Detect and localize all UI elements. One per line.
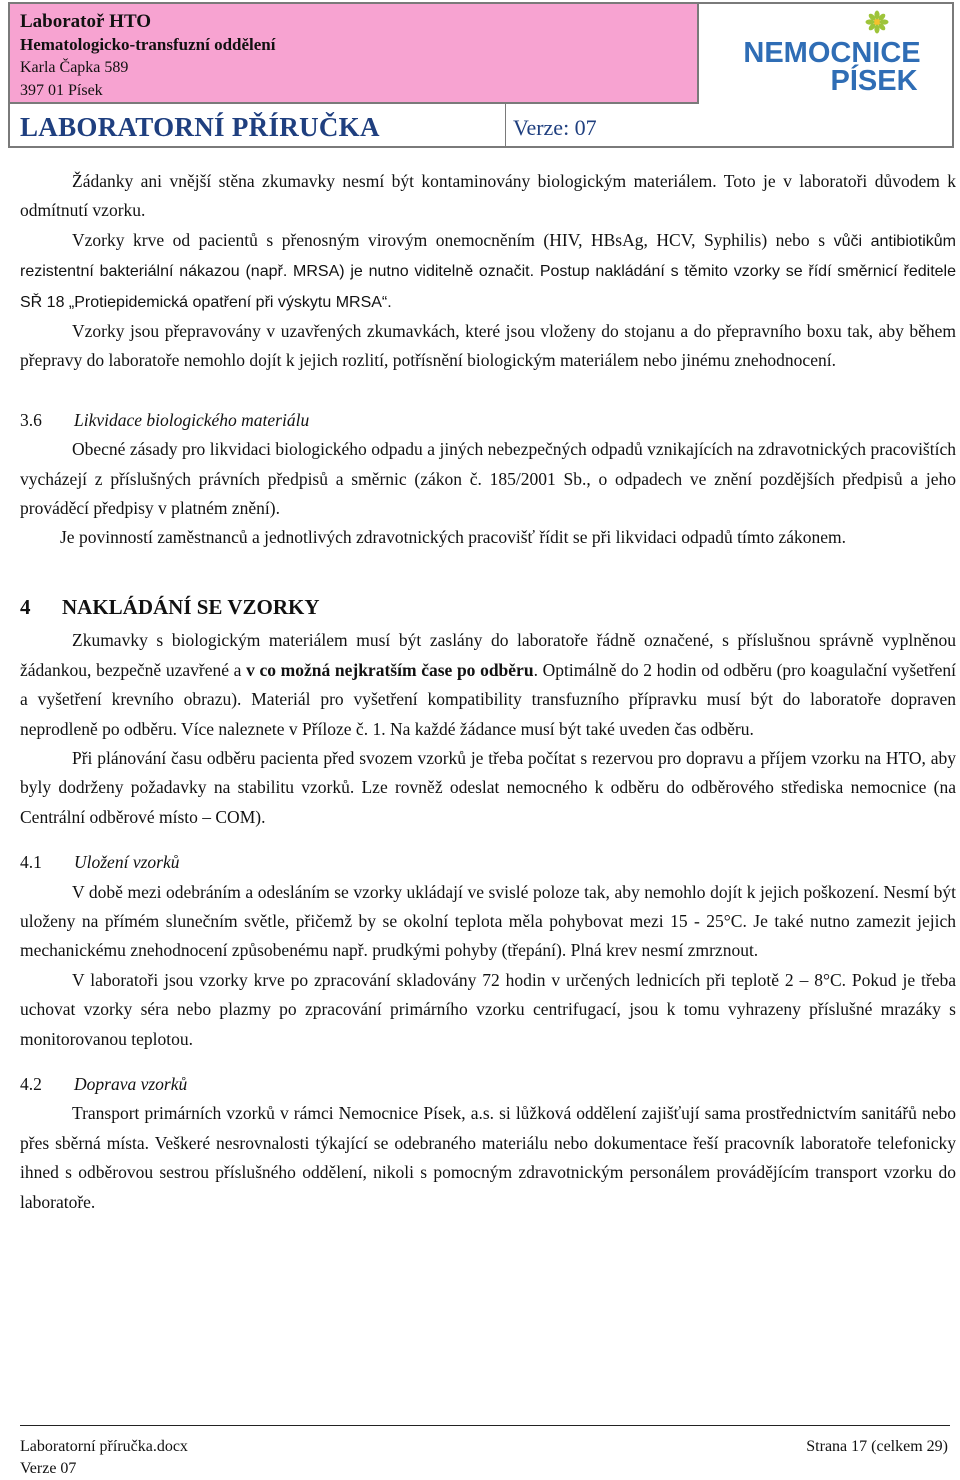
paragraph: [20, 626, 956, 744]
section-number: 3.6: [20, 409, 42, 430]
paragraph-text: Vzorky krve od pacientů s přenosným virovým onemocněním (HIV, HBsAg, HCV, Syphilis) nebo s: [72, 229, 826, 250]
paragraph: Při plánování času odběru pacienta před svozem vzorků je třeba počítat s rezervou pro dopravu a příjem vzorku na HTO, aby byly dodrženy požadavky na stabilitu vzorků. Lze rovněž odeslat nemocného k odběru do odběrového střediska nemocnice (na Centrální odběrové místo – COM).: [20, 747, 956, 827]
paragraph: Transport primárních vzorků v rámci Nemocnice Písek, a.s. si lůžková oddělení zajišťují sama prostřednictvím sanitářů nebo přes sběrná místa. Veškeré nesrovnalosti týkající se odebraného materiálu nebo dokumentace řeší pracovník laboratoře telefonicky ihned s odběrovou sestrou příslušného oddělení, nikoli s pomocným zdravotnickým personálem provádějícím transport vzorku do laboratoře.: [20, 1103, 956, 1212]
org-street: Karla Čapka 589: [20, 59, 129, 76]
paragraph-text: Zkumavky s biologickým materiálem musí být zaslány do laboratoře řádně označené, s příslušnou správně vyplněnou žádankou, bezpečně uzavřené a: [20, 630, 956, 680]
logo-text-line1: NEMOCNICE: [743, 37, 921, 69]
paragraph: Žádanky ani vnější stěna zkumavky nesmí být kontaminovány biologickým materiálem. Toto je v laboratoři důvodem k odmítnutí vzorku.: [20, 171, 956, 221]
section-heading-3-6: [20, 406, 956, 435]
org-city: 397 01 Písek: [20, 82, 103, 99]
footer-filename: Laboratorní příručka.docx: [20, 1438, 188, 1455]
section-title: Uložení vzorků: [74, 852, 180, 873]
section-title: Likvidace biologického materiálu: [74, 409, 310, 430]
page-content: [20, 167, 956, 1217]
section-title: Doprava vzorků: [74, 1073, 188, 1094]
page-footer: [20, 1425, 950, 1480]
org-name: Laboratoř HTO: [20, 11, 152, 32]
chapter-heading-4: [20, 593, 956, 622]
section-heading-4-1: [20, 848, 956, 877]
paragraph-text: vůči antibiotikům rezistentní bakteriální nákazou (např. MRSA) je nutno viditelně označit. Postup nakládání s těmito vzorky se řídí směrnicí ředitele SŘ 18 „Protiepidemická opatření při výskytu MRSA“.: [20, 232, 956, 311]
section-heading-4-2: [20, 1070, 956, 1099]
hospital-logo: [699, 4, 952, 104]
chapter-number: 4: [20, 594, 31, 619]
flower-icon: [866, 11, 889, 34]
paragraph-mrsa: [20, 226, 956, 317]
paragraph-emphasis: v co možná nejkratším čase po odběru: [246, 659, 534, 680]
paragraph: Vzorky jsou přepravovány v uzavřených zkumavkách, které jsou vloženy do stojanu a do přepravního boxu tak, aby během přepravy do laboratoře nemohlo dojít k jejich rozlití, potřísnění biologickým materiálem nebo jinému znehodnocení.: [20, 321, 956, 371]
header-org-block: [10, 4, 699, 104]
document-header: [8, 2, 954, 148]
paragraph: V laboratoři jsou vzorky krve po zpracování skladovány 72 hodin v určených lednicích při teplotě 2 – 8°C. Pokud je třeba uchovat vzorky séra nebo plazmy po zpracování primárního vzorku centrifugací, jsou k tomu vyhrazeny příslušné mrazáky s monitorovanou teplotou.: [20, 969, 956, 1049]
logo-text-line2: PÍSEK: [830, 65, 918, 97]
paragraph: V době mezi odebráním a odesláním se vzorky ukládají ve svislé poloze tak, aby nemohlo dojít k jejich poškození. Nesmí být uloženy na přímém slunečním světle, přičemž by se okolní teplota měla pohybovat mezi 15 - 25°C. Je také nutno zamezit jejich mechanickému znehodnocení způsobenému např. prudkými pohyby (třepání). Plná krev nesmí zmrznout.: [20, 881, 956, 961]
section-number: 4.2: [20, 1073, 42, 1094]
document-title: LABORATORNÍ PŘÍRUČKA: [20, 112, 380, 142]
section-number: 4.1: [20, 852, 42, 873]
header-divider: [505, 104, 506, 146]
footer-version: Verze 07: [20, 1460, 77, 1477]
org-department: Hematologicko-transfuzní oddělení: [20, 35, 276, 54]
header-title-bar: [10, 104, 952, 146]
document-version: Verze: 07: [513, 115, 597, 140]
paragraph-text: . Optimálně do 2 hodin od odběru (pro koagulační vyšetření a vyšetření krevního obrazu). Materiál pro vyšetření kompatibility transfuzního přípravku musí být do laboratoře dopraven neprodleně po odběru. Více naleznete v Příloze č. 1. Na každé žádance musí být také uveden čas odběru.: [20, 659, 956, 739]
paragraph: Je povinností zaměstnanců a jednotlivých zdravotnických pracovišť řídit se při likvidaci odpadů tímto zákonem.: [60, 527, 847, 548]
footer-page-number: Strana 17 (celkem 29): [806, 1438, 948, 1455]
paragraph: Obecné zásady pro likvidaci biologického odpadu a jiných nebezpečných odpadů vznikajících na zdravotnických pracovištích vycházejí z příslušných právních předpisů a směrnic (zákon č. 185/2001 Sb., o odpadech ve znění pozdějších předpisů a jeho prováděcí předpisy v platném znění).: [20, 439, 956, 519]
chapter-title: NAKLÁDÁNÍ SE VZORKY: [62, 594, 320, 619]
